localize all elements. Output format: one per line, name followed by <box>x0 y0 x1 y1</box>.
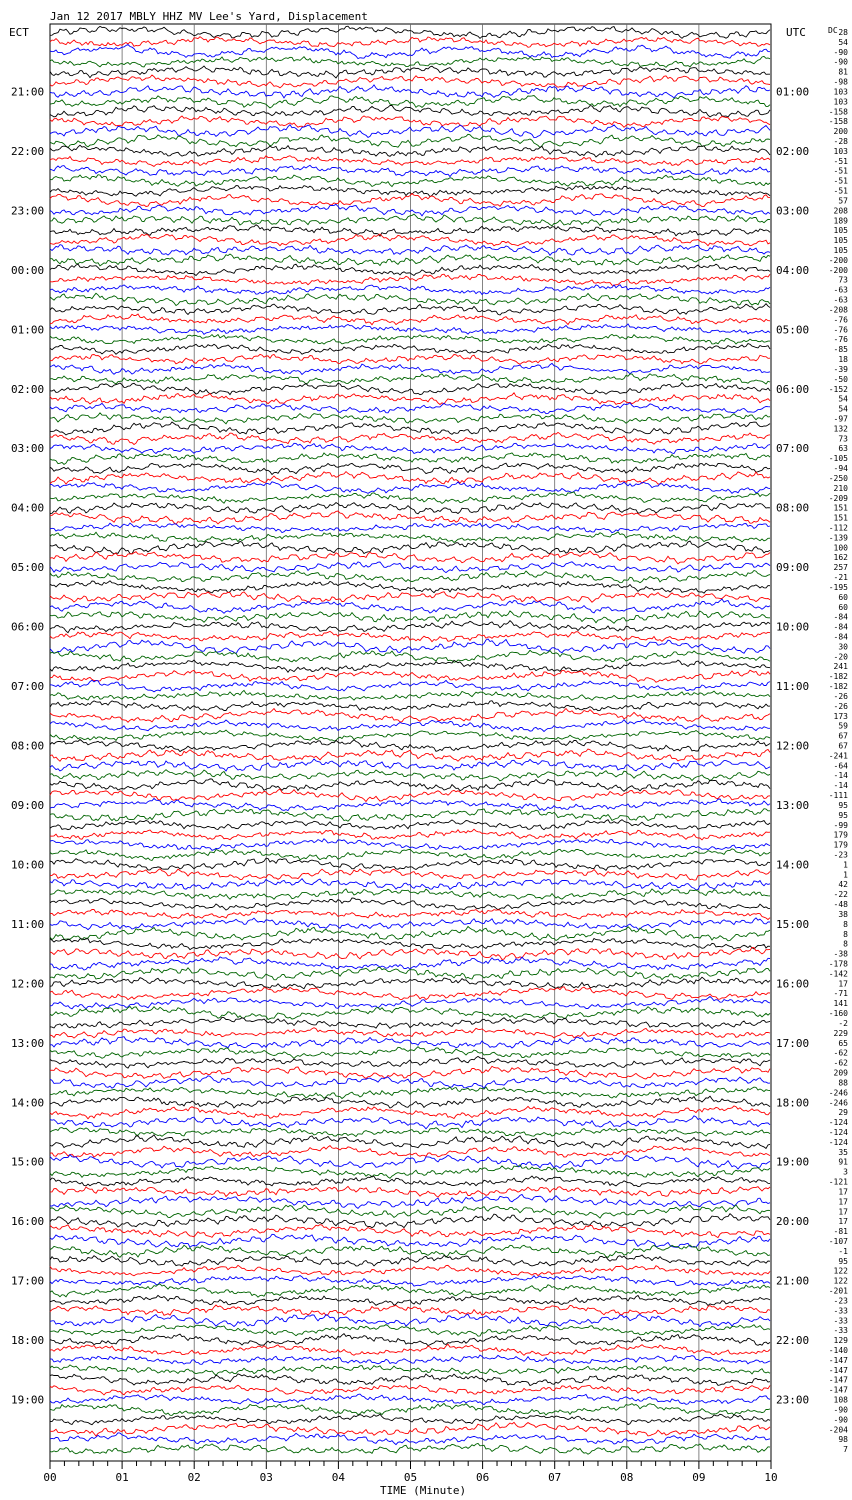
right-hour-label: 19:00 <box>776 1155 810 1169</box>
trace-offset-label: -139 <box>828 533 848 543</box>
left-hour-label: 02:00 <box>11 382 45 396</box>
trace-offset-label: -147 <box>828 1375 848 1385</box>
trace-offset-label: 8 <box>843 919 848 929</box>
trace-offset-label: -94 <box>833 464 848 474</box>
left-hour-label: 11:00 <box>11 917 45 931</box>
right-hour-label: 14:00 <box>776 858 810 872</box>
trace-offset-label: 91 <box>838 1157 848 1167</box>
trace-offset-label: 54 <box>838 394 848 404</box>
trace-offset-label: -26 <box>833 691 848 701</box>
right-hour-label: 15:00 <box>776 917 810 931</box>
trace-offset-label: -111 <box>828 791 848 801</box>
right-hour-label: 23:00 <box>776 1393 810 1407</box>
x-tick-label: 09 <box>692 1471 706 1484</box>
left-hour-label: 01:00 <box>11 323 45 337</box>
trace-offset-label: -182 <box>828 672 848 682</box>
trace-offset-label: 95 <box>838 810 848 820</box>
trace-offset-label: 17 <box>838 1187 848 1197</box>
right-hour-label: 22:00 <box>776 1334 810 1348</box>
trace-offset-label: -97 <box>833 414 848 424</box>
right-hour-label: 06:00 <box>776 382 810 396</box>
trace-offset-label: -201 <box>828 1286 848 1296</box>
left-hour-label: 13:00 <box>11 1036 45 1050</box>
trace-offset-label: 7 <box>843 1445 848 1455</box>
trace-offset-label: 60 <box>838 602 848 612</box>
trace-offset-label: -84 <box>833 622 848 632</box>
trace-offset-label: 54 <box>838 404 848 414</box>
trace-offset-label: -246 <box>828 1088 848 1098</box>
trace-offset-label: -51 <box>833 186 848 196</box>
trace-offset-label: -90 <box>833 57 848 67</box>
trace-offset-label: -62 <box>833 1058 848 1068</box>
x-tick-label: 02 <box>187 1471 201 1484</box>
left-hour-label: 15:00 <box>11 1155 45 1169</box>
trace-offset-label: -21 <box>833 573 848 583</box>
trace-offset-label: 17 <box>838 979 848 989</box>
trace-offset-label: 17 <box>838 1197 848 1207</box>
trace-offset-label: 257 <box>833 563 848 573</box>
left-hour-label: 22:00 <box>11 144 45 158</box>
trace-offset-label: -140 <box>828 1345 848 1355</box>
left-timezone-label: ECT <box>9 26 29 39</box>
trace-offset-label: -38 <box>833 949 848 959</box>
right-hour-label: 13:00 <box>776 798 810 812</box>
left-hour-label: 03:00 <box>11 442 45 456</box>
left-hour-label: 12:00 <box>11 977 45 991</box>
trace-offset-label: 151 <box>833 513 848 523</box>
left-hour-label: 04:00 <box>11 501 45 515</box>
trace-offset-label: 100 <box>833 543 848 553</box>
right-hour-label: 10:00 <box>776 620 810 634</box>
trace-offset-label: 29 <box>838 1108 848 1118</box>
left-hour-label: 07:00 <box>11 680 45 694</box>
trace-offset-label: 173 <box>833 711 848 721</box>
trace-offset-label: -107 <box>828 1236 848 1246</box>
trace-offset-label: 73 <box>838 434 848 444</box>
trace-offset-label: 103 <box>833 146 848 156</box>
trace-offset-label: -51 <box>833 176 848 186</box>
trace-offset-label: -158 <box>828 117 848 127</box>
trace-offset-label: -23 <box>833 850 848 860</box>
trace-offset-label: 42 <box>838 880 848 890</box>
right-hour-label: 21:00 <box>776 1274 810 1288</box>
trace-offset-label: -152 <box>828 384 848 394</box>
trace-offset-label: -98 <box>833 77 848 87</box>
trace-offset-label: 60 <box>838 592 848 602</box>
trace-offset-label: -250 <box>828 473 848 483</box>
trace-offset-label: 179 <box>833 840 848 850</box>
trace-offset-label: -90 <box>833 1415 848 1425</box>
left-hour-label: 05:00 <box>11 561 45 575</box>
left-hour-label: 16:00 <box>11 1215 45 1229</box>
trace-offset-label: 98 <box>838 1435 848 1445</box>
right-hour-label: 04:00 <box>776 263 810 277</box>
trace-offset-label: -124 <box>828 1137 848 1147</box>
trace-offset-label: -204 <box>828 1425 848 1435</box>
trace-offset-label: -2 <box>838 1018 848 1028</box>
trace-offset-label: -76 <box>833 315 848 325</box>
trace-offset-label: -1 <box>838 1246 848 1256</box>
trace-offset-label: 189 <box>833 216 848 226</box>
trace-offset-label: 241 <box>833 662 848 672</box>
trace-offset-label: -26 <box>833 701 848 711</box>
trace-offset-label: -142 <box>828 969 848 979</box>
left-hour-label: 18:00 <box>11 1334 45 1348</box>
x-tick-label: 03 <box>259 1471 273 1484</box>
trace-offset-label: 105 <box>833 226 848 236</box>
trace-offset-label: -105 <box>828 454 848 464</box>
trace-offset-label: 8 <box>843 939 848 949</box>
right-hour-label: 08:00 <box>776 501 810 515</box>
x-tick-label: 05 <box>403 1471 418 1484</box>
right-timezone-label: UTC <box>786 26 806 39</box>
trace-offset-label: -90 <box>833 47 848 57</box>
trace-offset-label: 81 <box>838 67 848 77</box>
trace-offset-label: 67 <box>838 731 848 741</box>
trace-offset-label: -33 <box>833 1326 848 1336</box>
trace-offset-label: -195 <box>828 582 848 592</box>
trace-offset-label: 229 <box>833 1028 848 1038</box>
right-hour-label: 18:00 <box>776 1096 810 1110</box>
trace-offset-label: -147 <box>828 1355 848 1365</box>
trace-offset-label: -158 <box>828 107 848 117</box>
left-hour-label: 06:00 <box>11 620 45 634</box>
trace-offset-label: 1 <box>843 870 848 880</box>
trace-offset-label: 59 <box>838 721 848 731</box>
trace-offset-label: -160 <box>828 1009 848 1019</box>
x-tick-label: 00 <box>43 1471 57 1484</box>
x-tick-label: 06 <box>475 1471 490 1484</box>
trace-offset-label: 132 <box>833 424 848 434</box>
trace-offset-label: 8 <box>843 929 848 939</box>
trace-offset-label: -90 <box>833 1405 848 1415</box>
chart-title: Jan 12 2017 MBLY HHZ MV Lee's Yard, Displacement <box>50 10 368 23</box>
trace-offset-label: 208 <box>833 206 848 216</box>
trace-offset-label: 129 <box>833 1336 848 1346</box>
right-hour-label: 20:00 <box>776 1215 810 1229</box>
left-hour-label: 14:00 <box>11 1096 45 1110</box>
trace-offset-label: 17 <box>838 1217 848 1227</box>
trace-offset-label: -124 <box>828 1127 848 1137</box>
offset-column-corner-label: DC <box>828 26 838 35</box>
trace-offset-label: 18 <box>838 355 848 365</box>
x-tick-label: 10 <box>764 1471 778 1484</box>
trace-offset-label: -147 <box>828 1365 848 1375</box>
trace-offset-label: 88 <box>838 1078 848 1088</box>
trace-offset-label: 17 <box>838 1207 848 1217</box>
trace-offset-label: 54 <box>838 37 848 47</box>
trace-offset-label: 63 <box>838 444 848 454</box>
trace-offset-label: 1 <box>843 860 848 870</box>
left-hour-label: 09:00 <box>11 798 45 812</box>
trace-offset-label: -71 <box>833 989 848 999</box>
trace-offset-label: 103 <box>833 97 848 107</box>
trace-offset-label: -48 <box>833 900 848 910</box>
trace-offset-label: -81 <box>833 1227 848 1237</box>
trace-offset-label: -76 <box>833 335 848 345</box>
right-hour-label: 09:00 <box>776 561 810 575</box>
trace-offset-label: 108 <box>833 1395 848 1405</box>
right-hour-label: 01:00 <box>776 85 810 99</box>
trace-offset-label: -85 <box>833 345 848 355</box>
trace-offset-label: -124 <box>828 1118 848 1128</box>
trace-offset-label: -14 <box>833 781 848 791</box>
trace-offset-label: 122 <box>833 1276 848 1286</box>
right-hour-label: 02:00 <box>776 144 810 158</box>
trace-offset-label: 151 <box>833 503 848 513</box>
x-tick-label: 07 <box>548 1471 562 1484</box>
x-tick-label: 04 <box>331 1471 346 1484</box>
trace-offset-label: 179 <box>833 830 848 840</box>
trace-offset-label: 3 <box>843 1167 848 1177</box>
trace-offset-label: -246 <box>828 1098 848 1108</box>
left-hour-label: 23:00 <box>11 204 45 218</box>
trace-offset-label: -84 <box>833 632 848 642</box>
trace-offset-label: -62 <box>833 1048 848 1058</box>
trace-offset-label: -112 <box>828 523 848 533</box>
trace-offset-label: -51 <box>833 166 848 176</box>
trace-offset-label: 67 <box>838 741 848 751</box>
trace-offset-label: -22 <box>833 890 848 900</box>
right-hour-label: 17:00 <box>776 1036 810 1050</box>
x-axis-label: TIME (Minute) <box>380 1484 467 1497</box>
trace-offset-label: 105 <box>833 236 848 246</box>
left-hour-label: 19:00 <box>11 1393 45 1407</box>
x-tick-label: 01 <box>115 1471 129 1484</box>
trace-offset-label: 103 <box>833 87 848 97</box>
trace-offset-label: 210 <box>833 483 848 493</box>
trace-offset-label: 30 <box>838 642 848 652</box>
trace-offset-label: 35 <box>838 1147 848 1157</box>
trace-offset-label: -63 <box>833 285 848 295</box>
trace-offset-label: -64 <box>833 761 848 771</box>
right-hour-label: 11:00 <box>776 680 810 694</box>
trace-offset-label: 105 <box>833 246 848 256</box>
trace-offset-label: -178 <box>828 959 848 969</box>
trace-offset-label: 73 <box>838 275 848 285</box>
left-hour-label: 10:00 <box>11 858 45 872</box>
trace-offset-label: -33 <box>833 1306 848 1316</box>
trace-offset-label: 95 <box>838 800 848 810</box>
x-tick-label: 08 <box>620 1471 634 1484</box>
trace-offset-label: -182 <box>828 682 848 692</box>
trace-offset-label: 209 <box>833 1068 848 1078</box>
trace-offset-label: -209 <box>828 493 848 503</box>
trace-offset-label: 162 <box>833 553 848 563</box>
trace-offset-label: -200 <box>828 255 848 265</box>
trace-offset-label: -33 <box>833 1316 848 1326</box>
right-hour-label: 03:00 <box>776 204 810 218</box>
trace-offset-label: -76 <box>833 325 848 335</box>
trace-offset-label: -14 <box>833 771 848 781</box>
trace-offset-label: -50 <box>833 374 848 384</box>
trace-offset-label: -241 <box>828 751 848 761</box>
right-hour-label: 07:00 <box>776 442 810 456</box>
trace-offset-label: -63 <box>833 295 848 305</box>
trace-offset-label: -208 <box>828 305 848 315</box>
right-hour-label: 12:00 <box>776 739 810 753</box>
trace-offset-label: 95 <box>838 1256 848 1266</box>
trace-offset-label: -28 <box>833 137 848 147</box>
trace-offset-label: -99 <box>833 820 848 830</box>
left-hour-label: 08:00 <box>11 739 45 753</box>
right-hour-label: 16:00 <box>776 977 810 991</box>
right-hour-label: 05:00 <box>776 323 810 337</box>
trace-offset-label: -200 <box>828 265 848 275</box>
trace-offset-label: 57 <box>838 196 848 206</box>
trace-offset-label: 38 <box>838 909 848 919</box>
trace-offset-label: 122 <box>833 1266 848 1276</box>
trace-offset-label: -51 <box>833 156 848 166</box>
trace-offset-label: -39 <box>833 364 848 374</box>
trace-offset-label: -147 <box>828 1385 848 1395</box>
left-hour-label: 21:00 <box>11 85 45 99</box>
left-hour-label: 00:00 <box>11 263 45 277</box>
trace-offset-label: 65 <box>838 1038 848 1048</box>
trace-offset-label: -121 <box>828 1177 848 1187</box>
trace-offset-label: 141 <box>833 999 848 1009</box>
trace-offset-label: -20 <box>833 652 848 662</box>
trace-offset-label: -23 <box>833 1296 848 1306</box>
trace-offset-label: 28 <box>838 28 848 37</box>
trace-offset-label: -84 <box>833 612 848 622</box>
left-hour-label: 17:00 <box>11 1274 45 1288</box>
trace-offset-label: 200 <box>833 127 848 137</box>
